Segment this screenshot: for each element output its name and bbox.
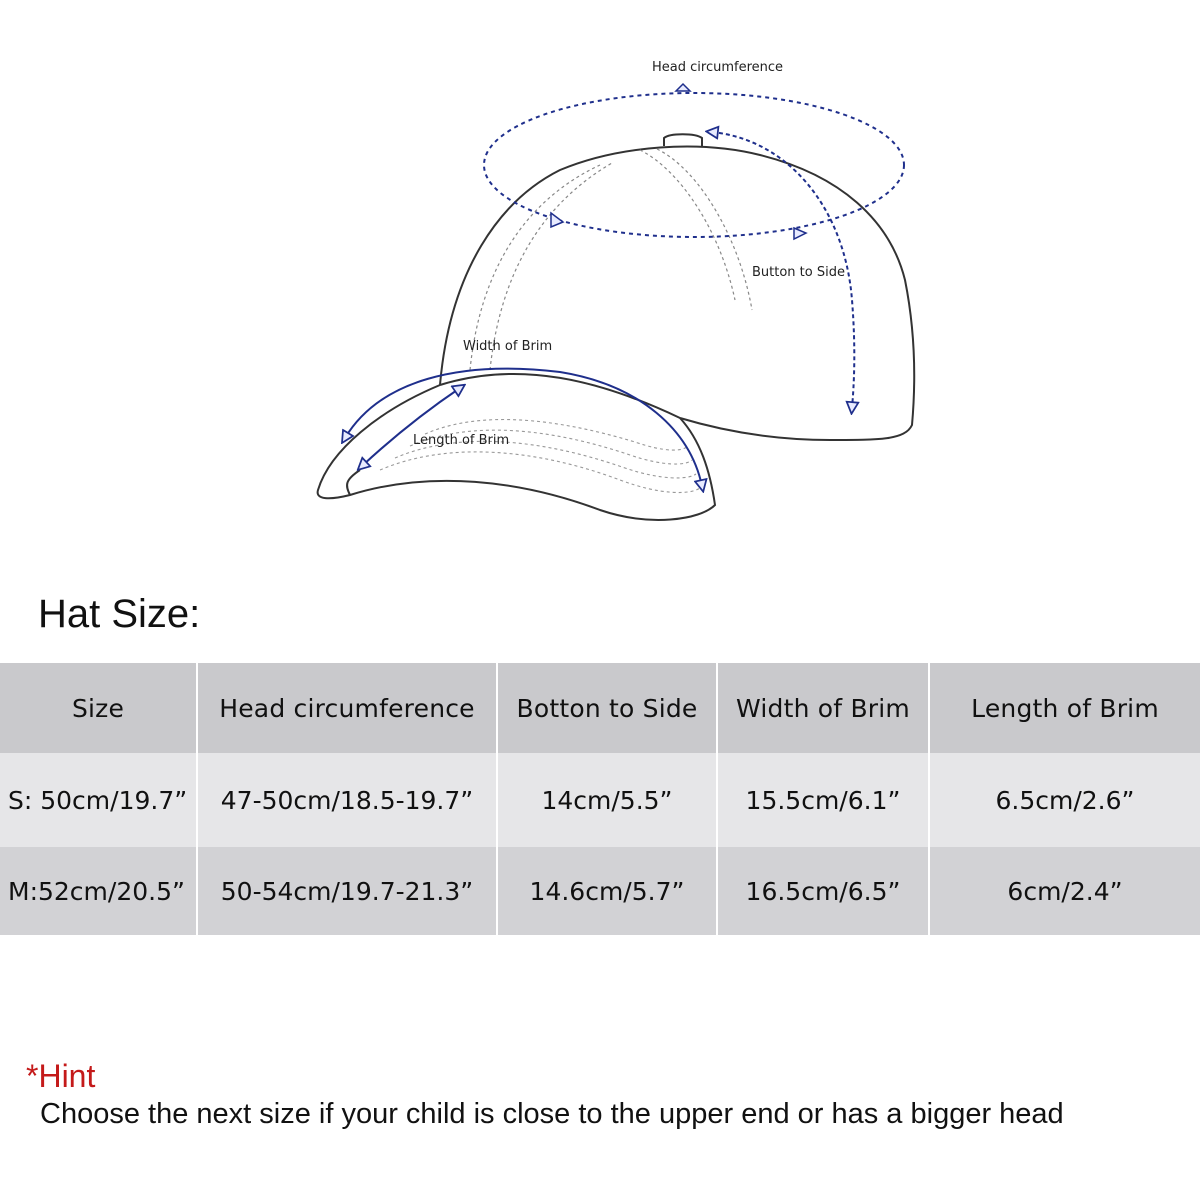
head-circ-arrowhead-top — [676, 84, 690, 91]
cell-width-of-brim: 15.5cm/6.1” — [717, 753, 929, 847]
label-head-circumference: Head circumference — [652, 60, 784, 75]
cell-size: S: 50cm/19.7” — [8, 785, 188, 815]
cell-button-to-side: 14cm/5.5” — [497, 753, 717, 847]
cap-seams — [470, 149, 752, 370]
cell-button-to-side: 14.6cm/5.7” — [497, 847, 717, 935]
hint-text: Choose the next size if your child is close to the upper end or has a bigger head — [40, 1098, 1064, 1130]
hint-title: *Hint — [26, 1058, 96, 1094]
header-button-to-side: Botton to Side — [497, 663, 717, 753]
width-of-brim-arrow — [345, 369, 702, 486]
label-width-of-brim: Width of Brim — [463, 339, 553, 354]
hat-size-title: Hat Size: — [38, 592, 201, 636]
cell-width-of-brim: 16.5cm/6.5” — [717, 847, 929, 935]
head-circ-arrowhead-left — [551, 213, 563, 227]
cell-head-circumference: 47-50cm/18.5-19.7” — [197, 753, 497, 847]
table-row — [0, 753, 1200, 847]
cell-head-circumference: 50-54cm/19.7-21.3” — [197, 847, 497, 935]
header-size: Size — [71, 693, 125, 723]
header-length-of-brim: Length of Brim — [929, 663, 1200, 753]
table-header-row — [0, 663, 1200, 753]
head-circ-arrowhead-right — [794, 228, 806, 239]
table-row — [0, 847, 1200, 935]
cell-length-of-brim: 6cm/2.4” — [929, 847, 1200, 935]
cell-size: M:52cm/20.5” — [8, 876, 185, 906]
size-table — [0, 663, 1200, 935]
hat-diagram — [0, 0, 1200, 580]
label-length-of-brim: Length of Brim — [413, 433, 510, 448]
cell-length-of-brim: 6.5cm/2.6” — [929, 753, 1200, 847]
header-head-circumference: Head circumference — [197, 663, 497, 753]
head-circumference-arrow — [484, 93, 904, 237]
label-button-to-side: Button to Side — [752, 265, 845, 280]
header-width-of-brim: Width of Brim — [717, 663, 929, 753]
